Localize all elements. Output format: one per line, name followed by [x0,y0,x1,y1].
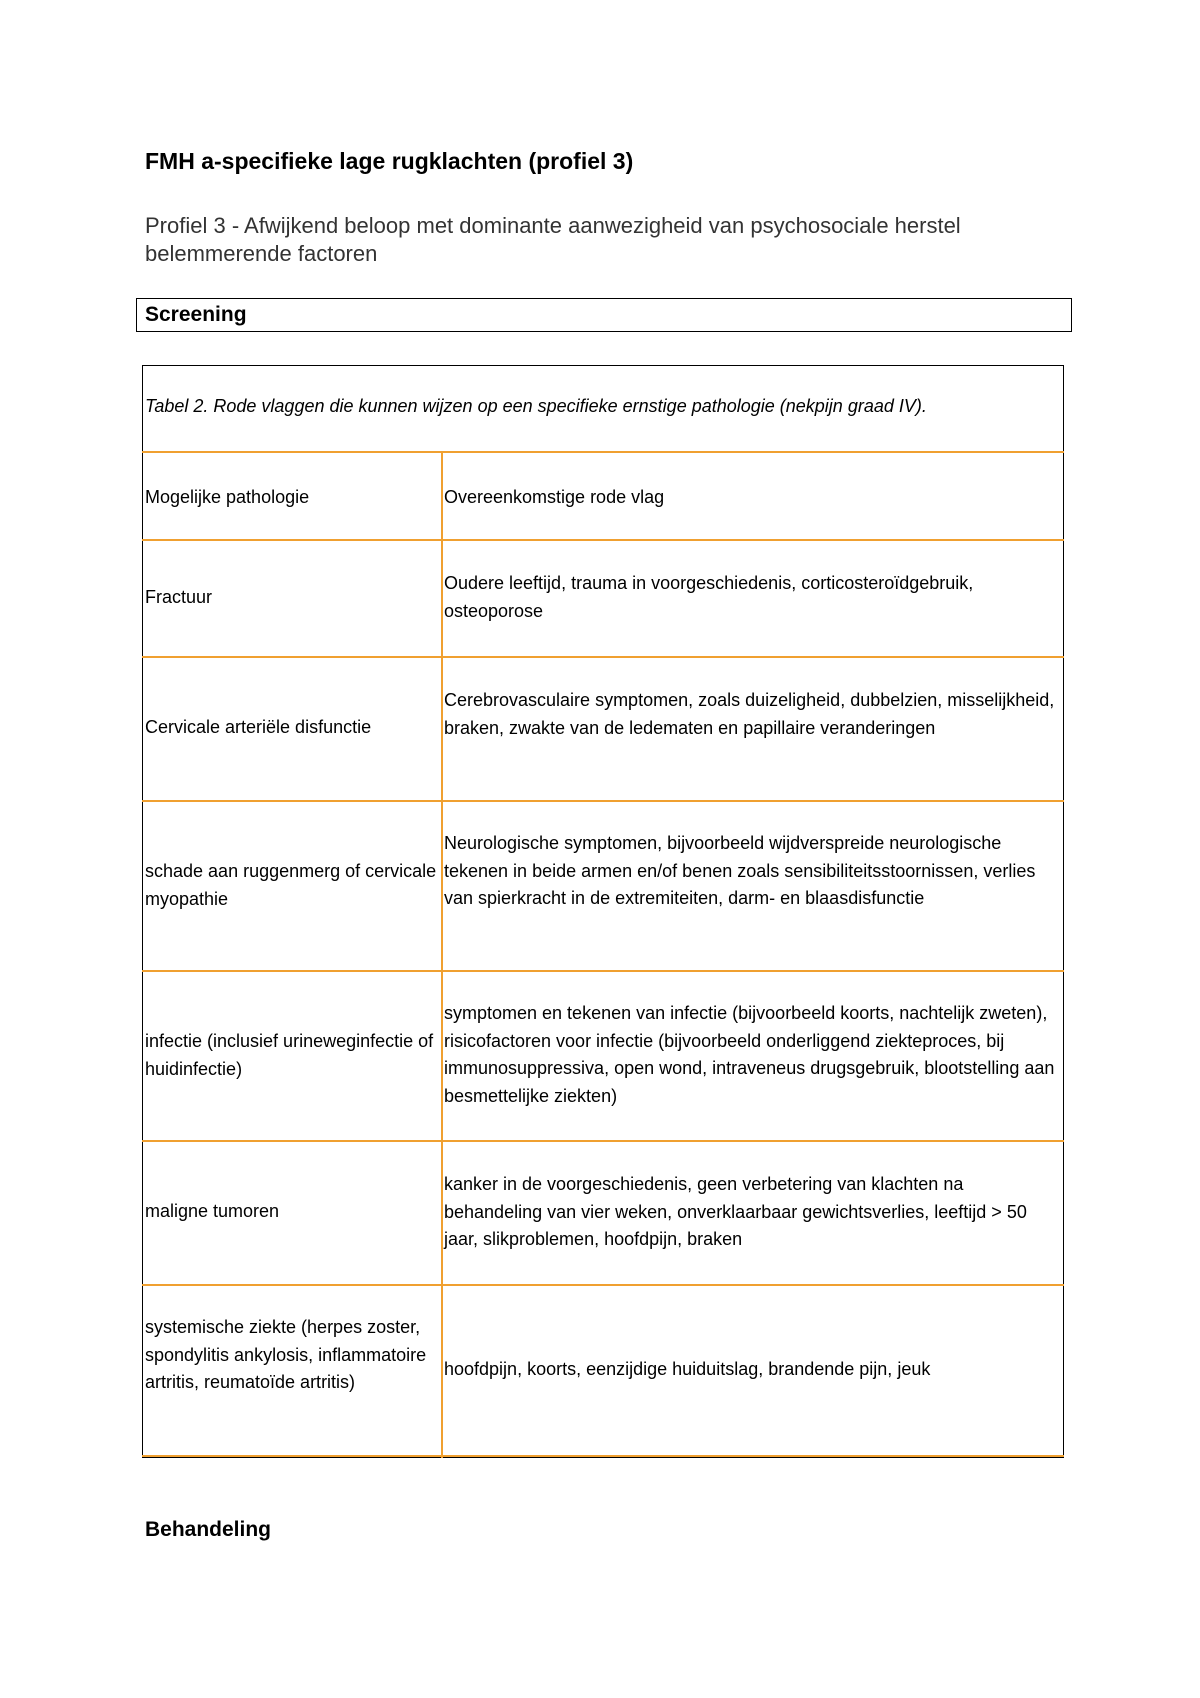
table-rule [142,1284,1064,1286]
document-title: FMH a-specifieke lage rugklachten (profiel 3) [145,148,634,174]
red-flag-cell: symptomen en tekenen van infectie (bijvoorbeeld koorts, nachtelijk zweten), risicofactoren voor infectie (bijvoorbeeld onderliggend ziekteproces, bij immunosuppressiva, open wond, intraveneus drugsgebruik, blootstelling aan besmettelijke ziekten) [444,1003,1055,1106]
table-rule [142,800,1064,802]
table-rule [142,656,1064,658]
column-header-red-flag: Overeenkomstige rode vlag [444,487,665,507]
column-header-pathology: Mogelijke pathologie [145,487,310,507]
profile-subtitle: Profiel 3 - Afwijkend beloop met dominante aanwezigheid van psychosociale herstel belemmerende factoren [145,213,961,266]
red-flag-cell: Cerebrovasculaire symptomen, zoals duizeligheid, dubbelzien, misselijkheid, braken, zwakte van de ledematen en papillaire veranderingen [444,690,1055,738]
screening-header: Screening [136,298,1072,332]
pathology-cell: infectie (inclusief urineweginfectie of huidinfectie) [145,1031,434,1079]
table-caption: Tabel 2. Rode vlaggen die kunnen wijzen op een specifieke ernstige pathologie (nekpijn graad IV). [145,396,927,416]
pathology-cell: systemische ziekte (herpes zoster, spondylitis ankylosis, inflammatoire artritis, reumatoïde artritis) [145,1317,427,1392]
pathology-cell: maligne tumoren [145,1201,280,1221]
pathology-cell: Cervicale arteriële disfunctie [145,717,372,737]
red-flag-cell: kanker in de voorgeschiedenis, geen verbetering van klachten na behandeling van vier weken, onverklaarbaar gewichtsverlies, leeftijd > 50 jaar, slikproblemen, hoofdpijn, braken [444,1174,1027,1249]
table-rule [142,539,1064,541]
pathology-cell: Fractuur [145,587,213,607]
pathology-cell: schade aan ruggenmerg of cervicale myopathie [145,861,437,909]
red-flag-cell: Oudere leeftijd, trauma in voorgeschiedenis, corticosteroïdgebruik, osteoporose [444,573,974,621]
red-flag-cell: Neurologische symptomen, bijvoorbeeld wijdverspreide neurologische tekenen in beide armen en/of benen zoals sensibiliteitsstoornissen, verlies van spierkracht in de extremiteiten, darm- en blaasdisfunctie [444,833,1036,908]
section-title-behandeling: Behandeling [145,1518,272,1541]
table-column-divider [441,452,443,1458]
table-rule [142,451,1064,453]
table-rule [142,970,1064,972]
table-rule [142,1455,1064,1457]
table-rule [142,1140,1064,1142]
red-flag-cell: hoofdpijn, koorts, eenzijdige huiduitslag, brandende pijn, jeuk [444,1359,931,1379]
